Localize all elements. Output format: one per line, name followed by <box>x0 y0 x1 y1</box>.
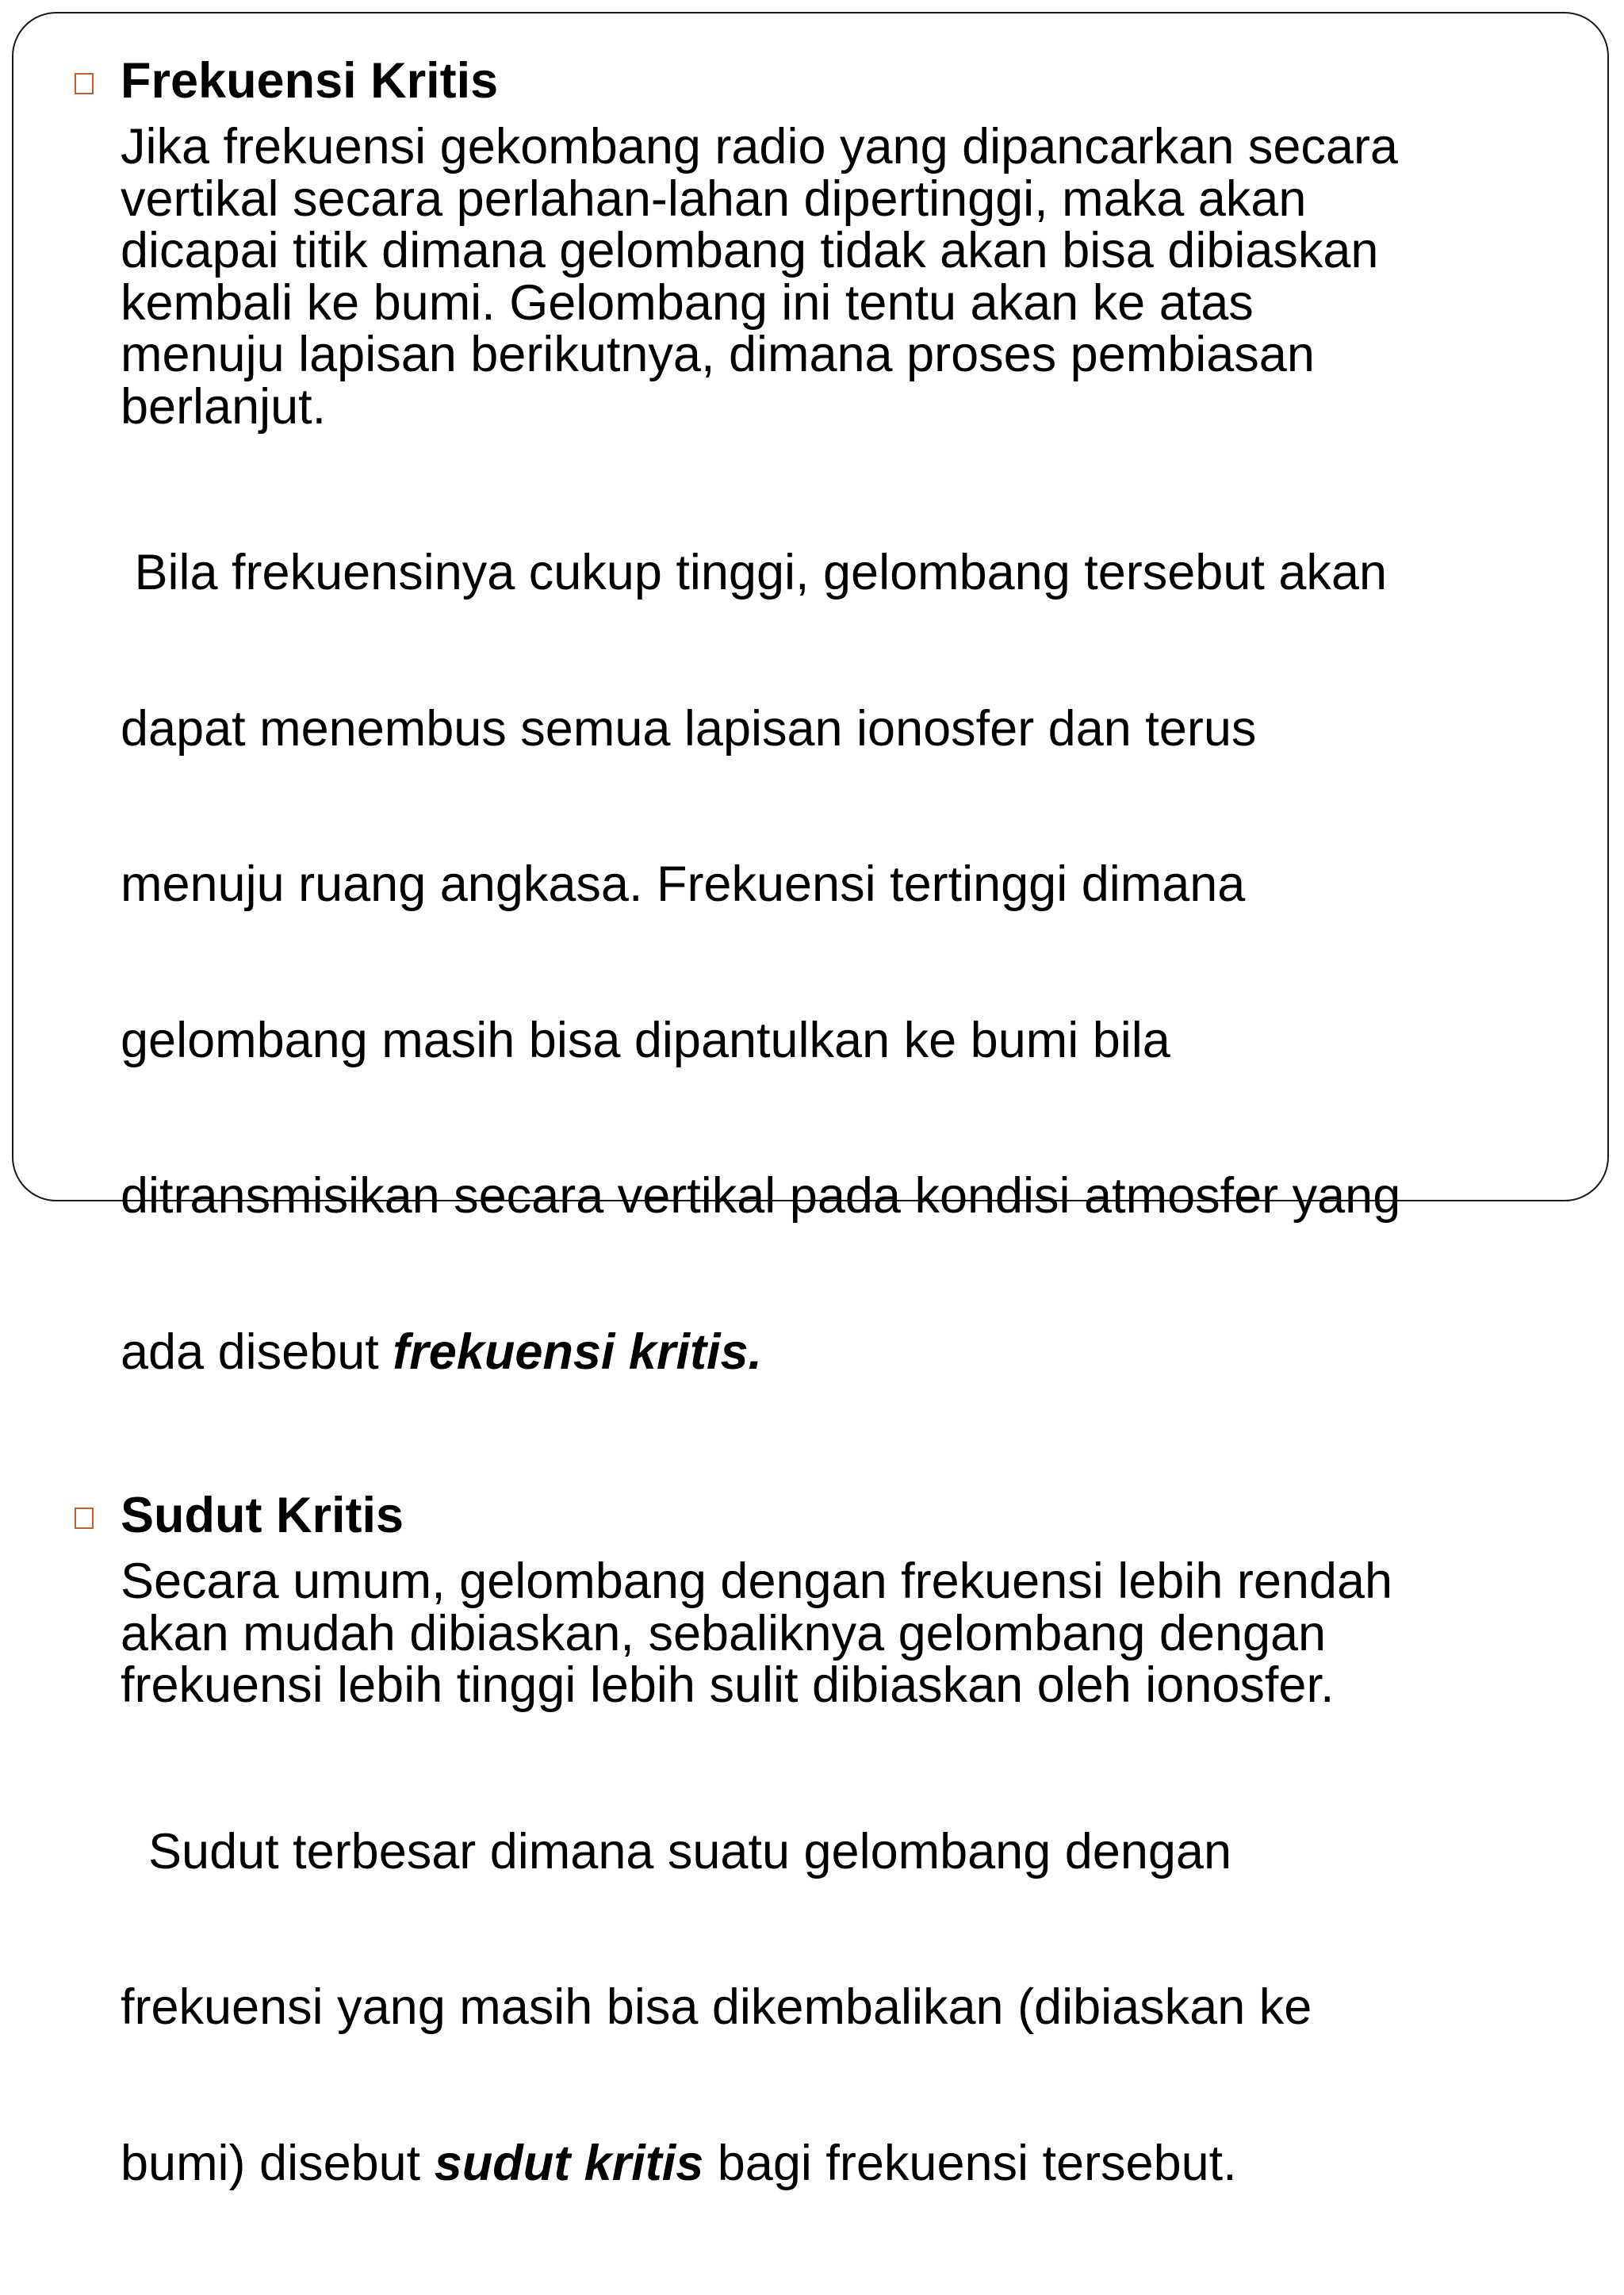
text-line: akan mudah dibiaskan, sebaliknya gelombang dengan <box>121 1605 1327 1661</box>
text-line: gelombang masih bisa dipantulkan ke bumi bila <box>121 1012 1170 1068</box>
text-line-with-emphasis <box>121 1324 1564 1380</box>
section-heading-sudut-kritis <box>73 1487 1564 1544</box>
heading-text: Sudut Kritis <box>121 1488 404 1543</box>
hollow-square-bullet-icon <box>75 1508 94 1529</box>
text-line: frekuensi lebih tinggi lebih sulit dibiaskan oleh ionosfer. <box>121 1657 1335 1713</box>
emphasized-term: sudut kritis <box>434 2135 704 2191</box>
paragraph <box>73 443 1564 1482</box>
text-line: dapat menembus semua lapisan ionosfer dan terus <box>121 700 1257 757</box>
text-line: ditransmisikan secara vertikal pada kondisi atmosfer yang <box>121 1168 1401 1224</box>
text-fragment: bagi frekuensi tersebut. <box>703 2135 1237 2191</box>
text-line: Jika frekuensi gekombang radio yang dipancarkan secara <box>121 119 1398 174</box>
section-heading-frekuensi-kritis <box>73 52 1564 109</box>
text-line: berlanjut. <box>121 378 327 435</box>
paragraph <box>73 1556 1564 1712</box>
text-line: menuju lapisan berikutnya, dimana proses pembiasan <box>121 327 1315 382</box>
text-line: kembali ke bumi. Gelombang ini tentu akan ke atas <box>121 274 1254 331</box>
text-line: menuju ruang angkasa. Frekuensi tertinggi dimana <box>121 856 1246 912</box>
text-line: vertikal secara perlahan-lahan dipertinggi, maka akan <box>121 170 1307 227</box>
slide-content <box>73 52 1564 2293</box>
text-fragment: ada disebut <box>121 1324 393 1380</box>
heading-text: Frekuensi Kritis <box>121 53 499 109</box>
hollow-square-bullet-icon <box>75 73 94 94</box>
text-fragment: bumi) disebut <box>121 2135 435 2191</box>
text-line: Sudut terbesar dimana suatu gelombang dengan <box>121 1823 1231 1879</box>
text-line: dicapai titik dimana gelombang tidak akan bisa dibiaskan <box>121 223 1379 278</box>
text-line: frekuensi yang masih bisa dikembalikan (dibiaskan ke <box>121 1979 1312 2035</box>
text-line-with-emphasis <box>121 2135 1564 2191</box>
paragraph <box>73 1722 1564 2294</box>
emphasized-term: frekuensi kritis. <box>393 1324 762 1380</box>
text-line: Secara umum, gelombang dengan frekuensi lebih rendah <box>121 1554 1393 1609</box>
paragraph <box>73 121 1564 433</box>
text-line: Bila frekuensinya cukup tinggi, gelombang tersebut akan <box>121 545 1387 600</box>
